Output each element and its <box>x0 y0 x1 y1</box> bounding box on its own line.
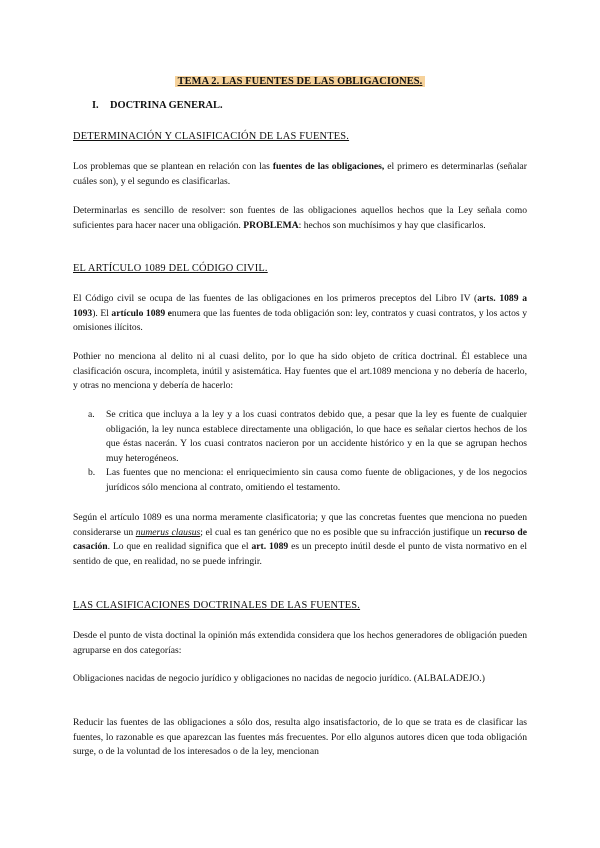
p2-text-c: : hechos son muchísimos y hay que clasificarlos. <box>298 219 486 231</box>
section-heading-determinacion: DETERMINACIÓN Y CLASIFICACIÓN DE LAS FUENTES. <box>73 131 350 142</box>
heading-doctrina-general <box>92 100 223 111</box>
p1-text-a: Los problemas que se plantean en relación con las <box>73 161 273 172</box>
p5-text-a: Según el artículo 1089 es una norma meramente clasificatoria; y que las concretas fuentes que menciona no pueden considerarse un <box>73 512 527 538</box>
p5-text-e: . Lo que en realidad significa que el <box>107 541 252 552</box>
p1-bold-fuentes: fuentes de las obligaciones, <box>272 161 385 172</box>
heading-text: DOCTRINA GENERAL. <box>110 100 223 111</box>
p3-bold-arts: arts. 1089 a 1093 <box>73 293 527 319</box>
p5-text-g: es un precepto inútil desde el punto de vista normativo en el sentido de que, en realidad, no se puede infringir. <box>73 541 527 567</box>
p2-bold-problema: PROBLEMA <box>243 219 299 231</box>
paragraph-1 <box>73 160 527 189</box>
document-title: TEMA 2. LAS FUENTES DE LAS OBLIGACIONES. <box>175 76 426 87</box>
paragraph-6: Desde el punto de vista doctinal la opinión más extendida considera que los hechos generadores de obligación pueden agruparse en dos categorías: <box>73 630 527 656</box>
list-item <box>88 408 527 466</box>
p5-text-c: ; el cual es tan genérico que no es posible que su infracción justifique un <box>200 526 485 538</box>
paragraph-3 <box>73 292 527 336</box>
p3-bold-articulo: artículo 1089 e <box>111 307 172 319</box>
section-heading-clasificaciones: LAS CLASIFICACIONES DOCTRINALES DE LAS FUENTES. <box>73 600 361 611</box>
paragraph-5 <box>73 511 527 569</box>
paragraph-2 <box>73 204 527 233</box>
list-item-text: Las fuentes que no menciona: el enriquecimiento sin causa como fuente de obligaciones, y de los negocios jurídicos sólo menciona al contrato, omitiendo el testamento. <box>106 467 527 493</box>
p5-bold-art: art. 1089 <box>251 541 289 552</box>
p3-text-c: ). El <box>92 307 112 319</box>
p5-bold-recurso: recurso de casación <box>73 526 527 552</box>
p2-text-a: Determinarlas es sencillo de resolver: son fuentes de las obligaciones aquellos hechos que la Ley señala como suficientes para hacer nacer una obligación. <box>73 205 527 231</box>
title-container <box>0 71 600 89</box>
paragraph-7: Obligaciones nacidas de negocio jurídico y obligaciones no nacidas de negocio jurídico. (ALBALADEJO.) <box>73 673 485 684</box>
list-item-text: Se critica que incluya a la ley y a los cuasi contratos debido que, a pesar que la ley es fuente de cualquier obligación, la ley nunca establece directamente una obligación, lo que hace es señalar ciertos hechos de los que éstas nacerán. Y los cuasi contratos nacieron por un accidente histórico y en la que se agrupan hechos muy heterogéneos. <box>106 409 527 464</box>
list-item <box>88 466 527 495</box>
criticism-list <box>88 408 527 495</box>
heading-number: I. <box>92 100 99 111</box>
p3-text-e: numera que las fuentes de toda obligación son: ley, contratos y cuasi contratos, y los actos y omisiones ilícitos. <box>73 307 527 333</box>
p3-text-a: El Código civil se ocupa de las fuentes de las obligaciones en los primeros preceptos del Libro IV ( <box>73 293 478 304</box>
list-marker: b. <box>88 467 96 478</box>
list-marker: a. <box>88 409 95 420</box>
p5-numerus-clausus: numerus clausus <box>135 526 201 538</box>
paragraph-8: Reducir las fuentes de las obligaciones a sólo dos, resulta algo insatisfactorio, de lo que se trata es de clasificar las fuentes, lo razonable es que aparezcan las fuentes más frecuentes. Por ello algunos autores dicen que toda obligación surge, o de la voluntad de los interesados o de la ley, mencionan <box>73 717 527 757</box>
paragraph-4: Pothier no menciona al delito ni al cuasi delito, por lo que ha sido objeto de crítica doctrinal. Él establece una clasificación oscura, incompleta, inútil y asistemática. Hay fuentes que el art.1089 menciona y no debería de hacerlo, y otras no menciona y debería de hacerlo: <box>73 351 527 391</box>
p1-text-c: el primero es determinarlas (señalar cuáles son), y el segundo es clasificarlas. <box>73 161 527 187</box>
section-heading-articulo-1089: EL ARTÍCULO 1089 DEL CÓDIGO CIVIL. <box>73 263 268 274</box>
